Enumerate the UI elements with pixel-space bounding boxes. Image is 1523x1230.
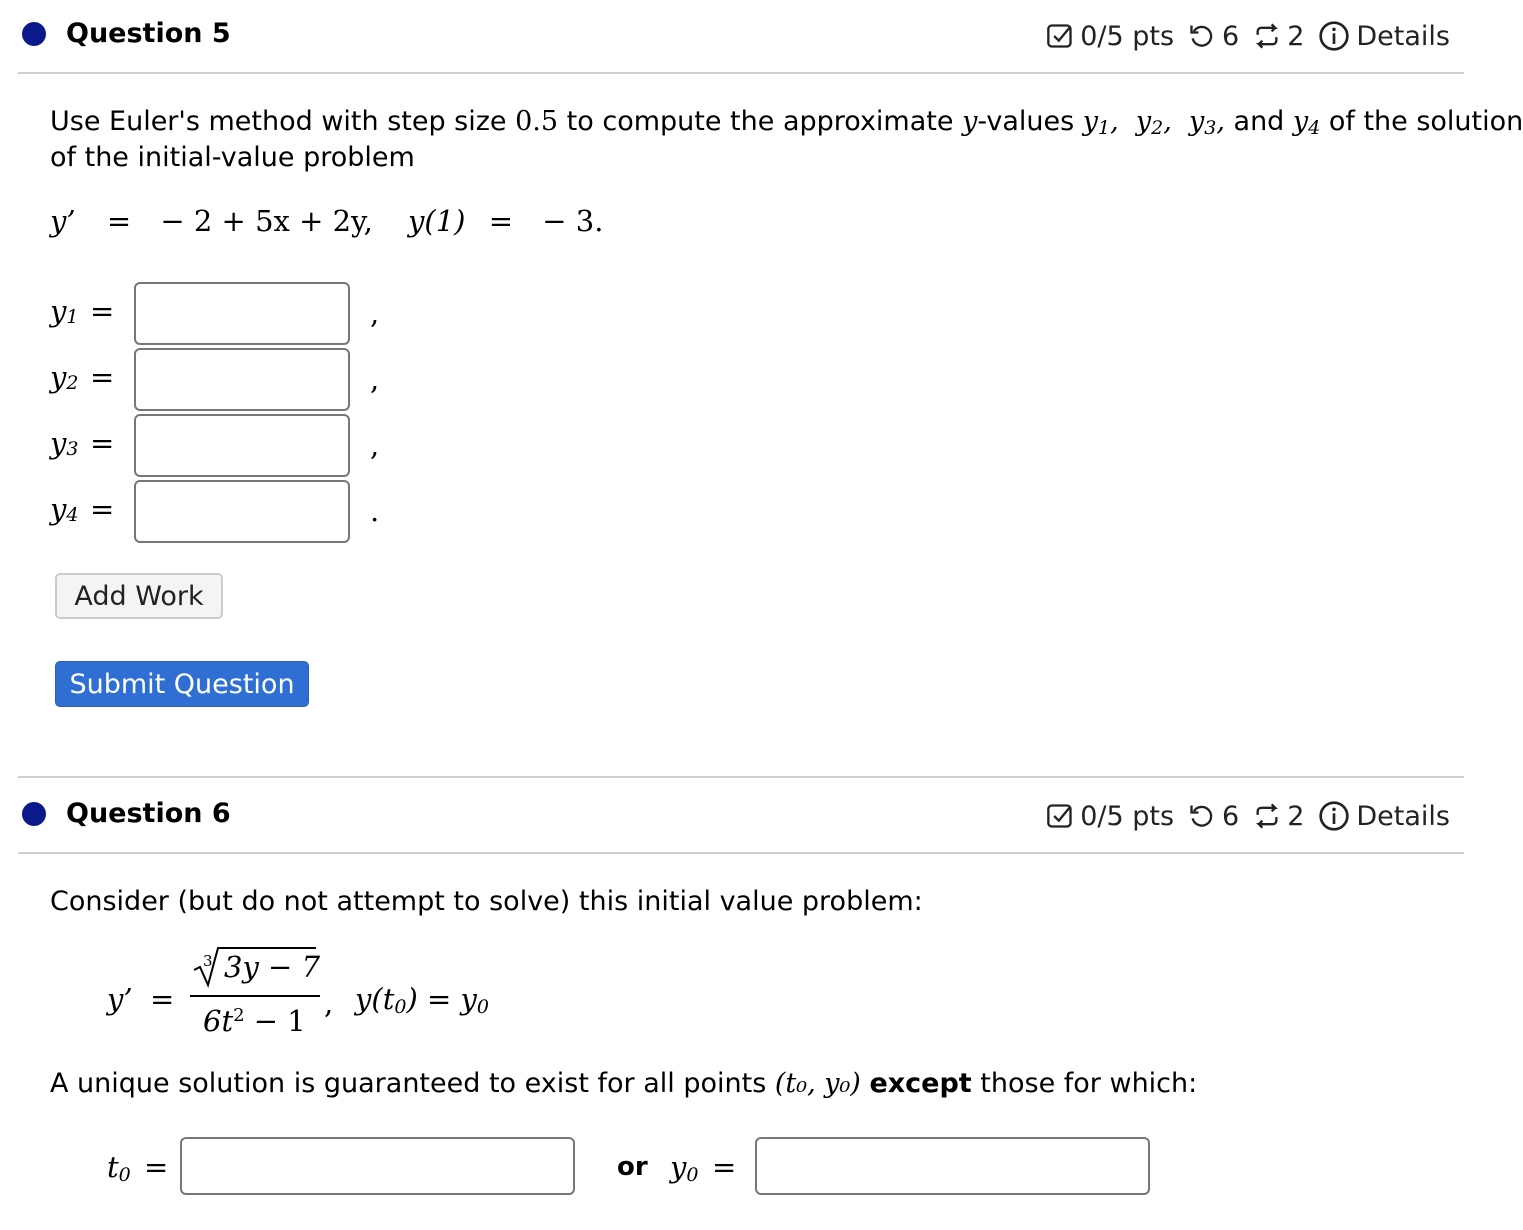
equals-sign: = <box>90 492 115 526</box>
prompt-text: to compute the approximate <box>558 106 963 137</box>
answer-punct: , <box>370 296 380 330</box>
check-square-icon <box>1046 802 1074 830</box>
y4-var: $y_4$ <box>1292 106 1321 139</box>
t0-input[interactable] <box>180 1137 575 1195</box>
undo-icon <box>1188 22 1216 50</box>
retries-text: 2 <box>1287 800 1305 832</box>
points-indicator <box>1046 21 1174 52</box>
denominator: $6t^2 - 1$ <box>203 1004 306 1038</box>
prompt-text: Use Euler's method with step size <box>50 106 516 137</box>
or-label: or <box>617 1152 648 1182</box>
header-divider <box>18 72 1464 74</box>
equals-sign: = <box>90 426 115 460</box>
q6-prompt: Consider (but do not attempt to solve) this initial value problem: <box>50 886 923 917</box>
retries-indicator <box>1253 21 1304 52</box>
details-text[interactable]: Details <box>1356 20 1450 52</box>
prompt-text: and <box>1224 106 1293 137</box>
equals-sign: = <box>106 204 132 238</box>
answer-punct: . <box>370 494 380 528</box>
details-link[interactable] <box>1318 20 1450 52</box>
equals-sign: = <box>90 294 115 328</box>
ode-rhs: − 2 + 5x + 2y, <box>160 204 373 238</box>
question-title: Question 5 <box>66 18 231 49</box>
question-title: Question 6 <box>66 798 231 829</box>
equals-sign: = <box>150 982 175 1016</box>
y0-input[interactable] <box>755 1137 1150 1195</box>
t0-label: $t_0$ <box>107 1150 131 1186</box>
submit-question-button[interactable]: Submit Question <box>55 661 309 707</box>
points-indicator <box>1046 801 1174 832</box>
root-index: 3 <box>203 952 213 970</box>
info-icon[interactable] <box>1318 20 1350 52</box>
y-var: y <box>962 106 978 137</box>
uniqueness-text: A unique solution is guaranteed to exist for all points (t₀, y₀) except those for which: <box>50 1068 1198 1099</box>
repeat-icon <box>1253 802 1281 830</box>
initial-condition: $y(t_0) = y_0$ <box>355 982 489 1018</box>
answer-label: $y_1$ <box>50 294 79 328</box>
y0-label: $y_0$ <box>670 1150 699 1186</box>
question-status-dot <box>22 22 46 46</box>
attempts-indicator <box>1188 801 1239 832</box>
answer-label: $y_2$ <box>50 360 79 394</box>
question-status-dot <box>22 802 46 826</box>
prompt-text: of the solution <box>1320 106 1523 137</box>
points-text: 0/5 pts <box>1080 20 1175 52</box>
prompt-text: -values <box>977 106 1083 137</box>
attempts-indicator <box>1188 21 1239 52</box>
attempts-text: 6 <box>1222 20 1240 52</box>
ic-rhs: − 3. <box>542 204 604 238</box>
fraction-bar <box>190 995 320 997</box>
numerator: 3y − 7 <box>224 950 321 984</box>
info-icon[interactable] <box>1318 800 1350 832</box>
y1-input[interactable] <box>134 282 350 345</box>
ic-lhs: y(1) <box>408 204 466 238</box>
retries-indicator <box>1253 801 1304 832</box>
answer-label: $y_4$ <box>50 492 79 526</box>
answer-label: $y_3$ <box>50 426 79 460</box>
header-divider <box>18 852 1464 854</box>
section-divider <box>18 776 1464 778</box>
comma: , <box>324 986 334 1020</box>
ode-lhs: y’ <box>107 982 133 1016</box>
question-meta <box>1032 800 1450 832</box>
check-square-icon <box>1046 22 1074 50</box>
equals-sign: = <box>90 360 115 394</box>
add-work-button[interactable]: Add Work <box>55 573 223 619</box>
q5-prompt-line2: of the initial-value problem <box>50 142 415 173</box>
ode-equation <box>50 204 603 238</box>
equals-sign: = <box>488 204 514 238</box>
point-t0-y0: (t₀, y₀) <box>774 1068 861 1099</box>
repeat-icon <box>1253 22 1281 50</box>
retries-text: 2 <box>1287 20 1305 52</box>
undo-icon <box>1188 802 1216 830</box>
ode-lhs: y’ <box>50 204 76 238</box>
step-size: 0.5 <box>515 106 559 137</box>
y4-input[interactable] <box>134 480 350 543</box>
answer-punct: , <box>370 428 380 462</box>
equals-sign: = <box>144 1150 169 1184</box>
details-text[interactable]: Details <box>1356 800 1450 832</box>
question-6-header <box>0 780 1464 852</box>
question-meta <box>1032 20 1450 52</box>
details-link[interactable] <box>1318 800 1450 832</box>
y1-var: $y_1$, $y_2$, $y_3$, <box>1082 106 1225 139</box>
points-text: 0/5 pts <box>1080 800 1175 832</box>
y3-input[interactable] <box>134 414 350 477</box>
answer-punct: , <box>370 362 380 396</box>
equals-sign: = <box>712 1150 737 1184</box>
attempts-text: 6 <box>1222 800 1240 832</box>
y2-input[interactable] <box>134 348 350 411</box>
question-5-header <box>0 0 1464 72</box>
